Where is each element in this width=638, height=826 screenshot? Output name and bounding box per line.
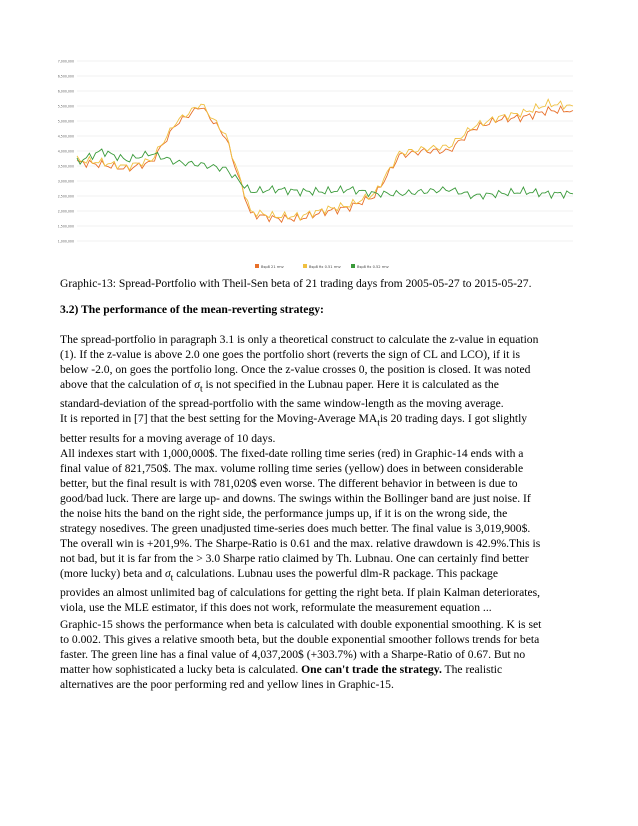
y-tick-label: 3,500,000	[57, 164, 74, 169]
text-line: to 0.002. This gives a relative smooth beta, but the double exponential smoother follows trends for beta	[60, 633, 540, 646]
legend-swatch	[255, 264, 259, 268]
y-tick-label: 4,000,000	[57, 149, 74, 154]
text-line: strategy nosedives. The green unadjusted time-series does much better. The final value is 3,019,900$.	[60, 521, 531, 535]
y-tick-label: 2,000,000	[57, 209, 74, 214]
y-tick-label: 6,500,000	[57, 74, 74, 79]
chart-series	[77, 99, 573, 222]
y-axis-ticks	[58, 60, 74, 244]
text-line: The spread-portfolio in paragraph 3.1 is only a theoretical construct to calculate the z-value in equation	[60, 333, 539, 346]
text-line: faster. The green line has a final value of 4,037,200$ (+303.7%) with a Sharpe-Ratio of 0.67. But no	[60, 648, 526, 661]
series-line-0	[77, 106, 573, 222]
text-line: provides an almost unlimited bag of calculations for getting the right beta. If plain Kalman deteriorates,	[60, 585, 541, 599]
y-tick-label: 1,500,000	[57, 224, 74, 229]
text-line: the noise hits the band on the right side, the performance jumps up, if it is on the wrong side, the	[60, 506, 508, 520]
text-line: final value of 821,750$. The max. volume rolling time series (yellow) does in between considerable	[60, 461, 524, 475]
y-tick-label: 6,000,000	[57, 89, 74, 94]
text-line: above that the calculation of $\sigma_t$ is not specified in the Lubnau paper. Here it is calculated as the	[60, 378, 499, 395]
legend-swatch	[303, 264, 307, 268]
text-line: better, but the final result is with 781,020$ even worse. The different behavior in between is due to	[60, 476, 518, 490]
y-tick-label: 2,500,000	[57, 194, 74, 199]
sigma-symbol: σ	[194, 378, 200, 391]
paragraph-strategy-performance	[60, 332, 582, 615]
legend-label: Bsp8 fix 0.52 rmv	[357, 265, 389, 269]
text-line: All indexes start with 1,000,000$. The fixed-date rolling time series (red) in Graphic-14 ends with a	[60, 446, 524, 460]
y-tick-label: 3,000,000	[57, 179, 74, 184]
y-tick-label: 7,000,000	[57, 59, 74, 64]
paragraph-graphic-15	[60, 617, 582, 692]
text-line: Graphic-15 shows the performance when beta is calculated with double exponential smoothing. K is set	[60, 618, 542, 631]
y-tick-label: 5,000,000	[57, 119, 74, 124]
legend-label: Bsp8 21 rmv	[261, 265, 284, 269]
text-line: viola, use the MLE estimator, if this does not work, reformulate the measurement equation ...	[60, 600, 492, 614]
series-line-1	[77, 99, 573, 220]
y-tick-label: 4,500,000	[57, 134, 74, 139]
performance-chart	[55, 55, 577, 273]
section-heading: 3.2) The performance of the mean-reverting strategy:	[60, 303, 324, 316]
text-line: alternatives are the poor performing red and yellow lines in Graphic-15.	[60, 678, 394, 691]
text-line: It is reported in [7] that the best setting for the Moving-Average $MA_tis$ 20 trading days. I got slightly	[60, 412, 528, 429]
text-line: matter how sophisticated a lucky beta is calculated. One can't trade the strategy. The realistic	[60, 663, 503, 676]
legend-label: Bsp8 fix 0.51 rmv	[309, 265, 341, 269]
legend-swatch	[351, 264, 355, 268]
y-tick-label: 1,000,000	[57, 239, 74, 244]
figure-caption: Graphic-13: Spread-Portfolio with Theil-Sen beta of 21 trading days from 2005-05-27 to 2015-05-27.	[60, 277, 532, 290]
text-line: (more lucky) beta and $\sigma_t$ calculations. Lubnau uses the powerful dlm-R package. This package	[60, 566, 498, 583]
text-line: good/bad luck. There are large up- and downs. The swings within the Bollinger band are just noise. If	[60, 491, 531, 505]
emphasis: One can't trade the strategy.	[301, 663, 442, 676]
y-tick-label: 5,500,000	[57, 104, 74, 109]
text-line: better results for a moving average of 10 days.	[60, 431, 276, 445]
text-line: not bad, but it is far from the > 3.0 Sharpe ratio claimed by Th. Lubnau. One can certainly find better	[60, 551, 529, 565]
text-line: The overall win is +201,9%. The Sharpe-Ratio is 0.61 and the max. relative drawdown is 42.9%.This is	[60, 536, 541, 550]
text-line: standard-deviation of the spread-portfolio with the same window-length as the moving average.	[60, 397, 504, 411]
sigma-symbol: σ	[164, 566, 171, 580]
text-line: below -2.0, on goes the portfolio long. Once the z-value crosses 0, the position is closed. It was noted	[60, 363, 531, 376]
text-line: (1). If the z-value is above 2.0 one goes the portfolio short (reverts the sign of CL and LCO), if it is	[60, 348, 520, 361]
chart-legend	[255, 264, 390, 269]
series-line-2	[77, 149, 573, 199]
